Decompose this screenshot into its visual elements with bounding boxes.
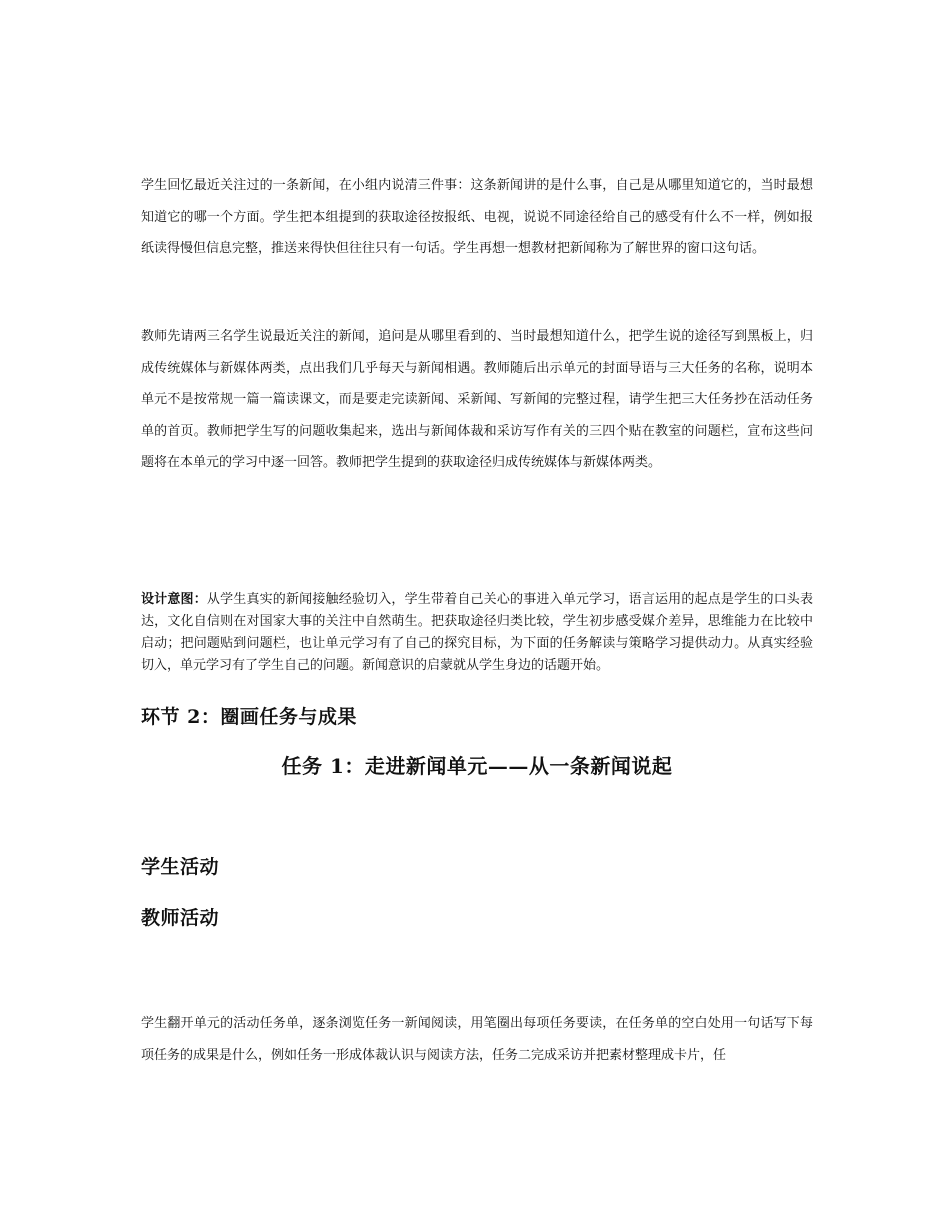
design-intent-label: 设计意图： (141, 592, 207, 607)
paragraph-teacher-intro: 教师先请两三名学生说最近关注的新闻，追问是从哪里看到的、当时最想知道什么，把学生说的途径写到黑板上，归成传统媒体与新媒体两类，点出我们几乎每天与新闻相遇。教师随后出示单元的封面导语与三大任务的名称，说明本单元不是按常规一篇一篇读课文，而是要走完读新闻、采新闻、写新闻的完整过程，请学生把三大任务抄在活动任务单的首页。教师把学生写的问题收集起来，选出与新闻体裁和采访写作有关的三四个贴在教室的问题栏，宣布这些问题将在本单元的学习中逐一回答。教师把学生提到的获取途径归成传统媒体与新媒体两类。 (141, 329, 813, 470)
teacher-activity-heading: 教师活动 (141, 907, 220, 929)
paragraph-student-recall: 学生回忆最近关注过的一条新闻，在小组内说清三件事：这条新闻讲的是什么事，自己是从哪里知道它的，当时最想知道它的哪一个方面。学生把本组提到的获取途径按报纸、电视，说说不同途径给自己的感受有什么不一样，例如报纸读得慢但信息完整，推送来得快但往往只有一句话。学生再想一想教材把新闻称为了解世界的窗口这句话。 (141, 178, 813, 256)
paragraph-design-intent (141, 589, 813, 677)
section-heading-2: 环节 2：圈画任务与成果 (141, 706, 357, 728)
task-1-heading: 任务 1：走进新闻单元——从一条新闻说起 (281, 754, 673, 778)
student-activity-heading: 学生活动 (141, 856, 220, 878)
design-intent-text: 从学生真实的新闻接触经验切入，学生带着自己关心的事进入单元学习，语言运用的起点是学生的口头表达，文化自信则在对国家大事的关注中自然萌生。把获取途径归类比较，学生初步感受媒介差异，思维能力在比较中启动；把问题贴到问题栏，也让单元学习有了自己的探究目标，为下面的任务解读与策略学习提供动力。从真实经验切入，单元学习有了学生自己的问题。新闻意识的启蒙就从学生身边的话题开始。 (141, 592, 813, 673)
paragraph-student-task: 学生翻开单元的活动任务单，逐条浏览任务一新闻阅读，用笔圈出每项任务要读，在任务单的空白处用一句话写下每项任务的成果是什么，例如任务一形成体裁认识与阅读方法，任务二完成采访并把素材整理成卡片，任 (141, 1016, 813, 1063)
